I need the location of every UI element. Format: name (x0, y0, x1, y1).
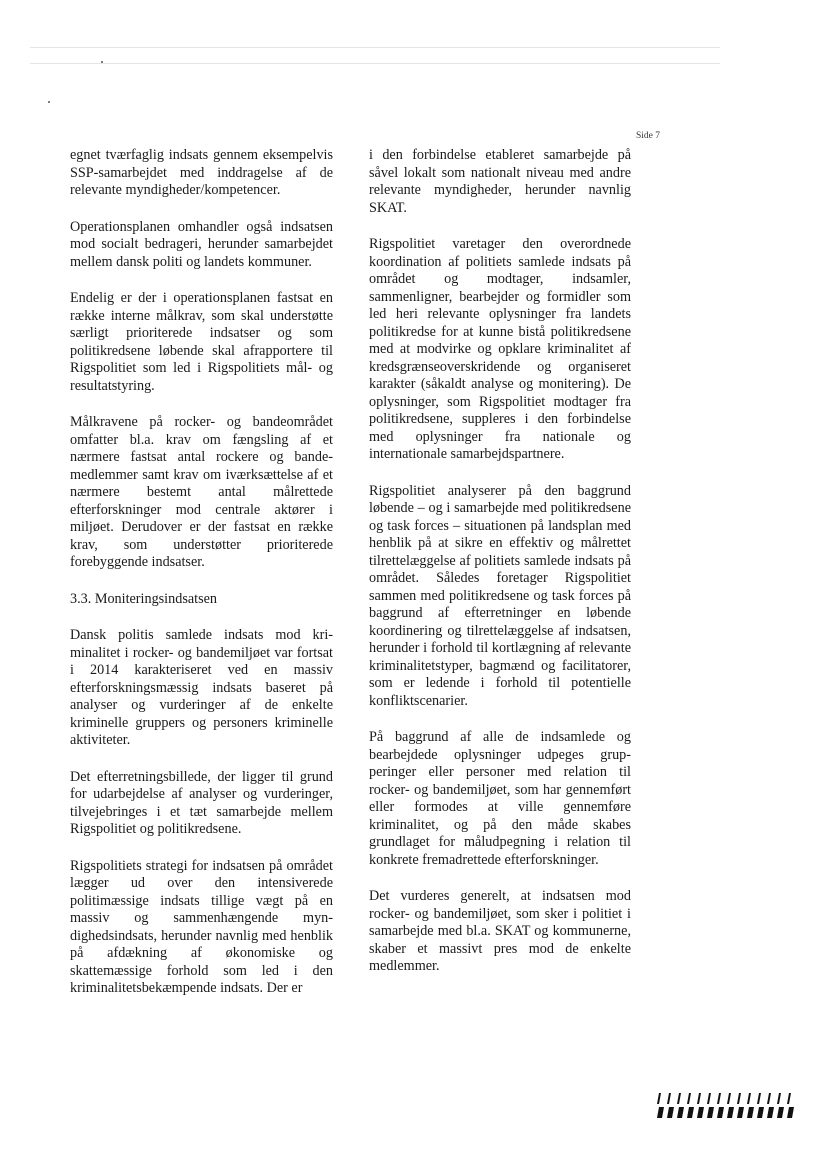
section-heading: 3.3. Moniteringsindsatsen (70, 590, 217, 607)
paragraph: Det vurderes generelt, at indsatsen mod rocker- og bandemiljøet, som sker i politiet i samarbejde med bl.a. SKAT og kommunerne, skaber et massivt pres mod de enkelte medlemmer. (369, 888, 631, 974)
paragraph: i den forbindelse etableret samarbejde på såvel lokalt som nationalt niveau med andre relevante myndigheder, herunder navnlig SKAT. (369, 147, 631, 216)
paragraph: På baggrund af alle de indsamlede og bearbejdede oplysninger udpeges grupperinger eller personer med relation til rocker- og bandemiljøet, som har gennemført eller formodes at ville gennemføre kriminalitet, og på den måde skabes grundlaget for måludpegning i relation til konkrete fremadrettede efterforskninger. (369, 729, 631, 868)
paragraph: Rigspolitiet analyserer på den baggrund løbende – og i samarbejde med politikredsene og task forces – situationen på landsplan med henblik på at sikre en effektiv og målrettet tilrettelæggelse af politiets samlede indsats på området. Således foretager Rigspolitiet sammen med politikredsene og task forces på baggrund af efterretninger en løbende koordinering og tilrettelæggelse af indsatsen, herunder i forhold til kortlægning af relevante kriminalitetstyper, bagmænd og facilitatorer, som er ledende i forhold til potentielle konfliktscenarier. (369, 482, 631, 709)
left-column (70, 147, 333, 1017)
paragraph: Rigspolitiets strategi for indsatsen på området lægger ud over den intensiverede politimæssige indsats tillige vægt på en massiv og sammenhængende myndighedsindsats, herunder navnlig med henblik på afdækning af økonomiske og skattemæssige forhold som led i den kriminalitetsbekæmpende indsats. Der er (70, 857, 333, 996)
barcode-mark (656, 1093, 796, 1119)
scan-speck (48, 101, 50, 103)
paragraph: Dansk politis samlede indsats mod kriminalitet i rocker- og bandemiljøet var fortsat i 2014 karakteriseret ved en massiv efterforskningsmæssig indsats baseret på analyser og vurderinger af de enkelte kriminelle gruppers og personers kriminelle aktiviteter. (70, 627, 333, 748)
paragraph: Målkravene på rocker- og bandeområdet omfatter bl.a. krav om fængsling af et nærmere fastsat antal rockere og bandemedlemmer samt krav om iværksættelse af et nærmere bestemt antal målrettede efterforskninger mod centrale aktører i miljøet. Derudover er der fastsat en række krav, som understøtter prioriterede forebyggende indsatser. (70, 414, 333, 570)
scan-artifact-line (30, 63, 720, 64)
paragraph: Rigspolitiet varetager den overordnede koordination af politiets samlede indsats på området og modtager, indsamler, sammenligner, bearbejder og formidler som led heri relevante oplysninger fra landets politikredse for at kunne bistå politikredsene med at modvirke og opklare kriminalitet af kredsgrænseoverskridende og organiseret karakter (såkaldt analyse og monitering). De oplysninger, som Rigspolitiet modtager fra politikredsene, suppleres i den forbindelse med oplysninger fra nationale og internationale samarbejdspartnere. (369, 236, 631, 462)
paragraph: Endelig er der i operationsplanen fastsat en række interne målkrav, som skal understøtte særligt prioriterede indsatser og som politikredsene løbende skal afrapportere til Rigspolitiet som led i Rigspolitiets mål- og resultatstyring. (70, 290, 333, 394)
paragraph: Det efterretningsbillede, der ligger til grund for udarbejdelse af analyser og vurderinger, tilvejebringes i et tæt samarbejde mellem Rigspolitiet og politikredsene. (70, 768, 333, 837)
paragraph: egnet tværfaglig indsats gennem eksempelvis SSP-samarbejdet med inddragelse af de relevante myndigheder/kompetencer. (70, 147, 333, 198)
right-column (369, 147, 631, 995)
page-number: Side 7 (636, 131, 661, 141)
scan-artifact-line (30, 47, 720, 48)
paragraph: Operationsplanen omhandler også indsatsen mod socialt bedrageri, herunder samarbejdet mellem dansk politi og landets kommuner. (70, 218, 333, 270)
scan-speck (101, 61, 103, 63)
